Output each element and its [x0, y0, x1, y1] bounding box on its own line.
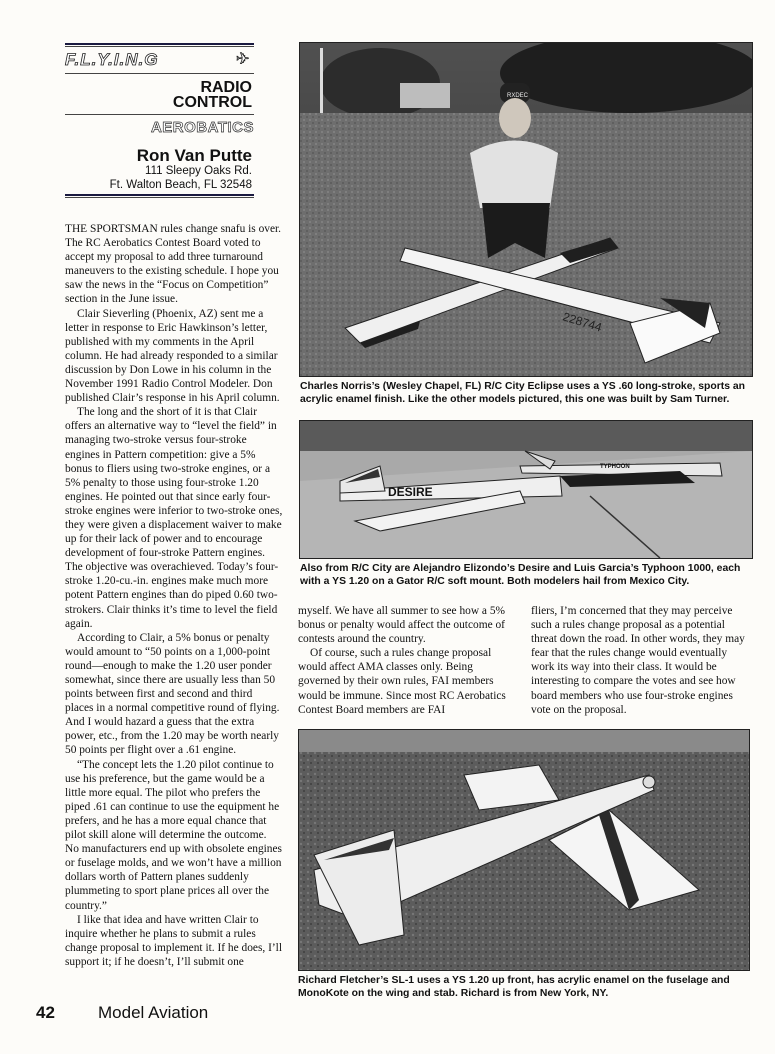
plane-registration: 228744	[561, 309, 604, 335]
paragraph: Clair Sieverling (Phoenix, AZ) sent me a letter in response to Eric Hawkinson’s letter, published with my comments in the April column. He had already responded to a similar discussion by Don Lowe in his column in the November 1991 Radio Control Modeler. Don published Clair’s response in his April column.	[65, 307, 280, 405]
author-address-1: 111 Sleepy Oaks Rd.	[145, 165, 252, 177]
paragraph: I like that idea and have written Clair to inquire whether he plans to submit a rules change proposal to implement it. If he does, I’ll support it; if he doesn’t, I’ll submit one	[65, 913, 282, 968]
author-name: Ron Van Putte	[136, 146, 252, 165]
paragraph: “The concept lets the 1.20 pilot continue to use his preference, but the game would be a little more equal. The pilot who prefers the piped .61 can continue to use the equipment he prefers, and he has a more equal chance that pilot skill alone will determine the outcome. No manufacturers end up with obsolete engines or fuselage molds, and we won’t have a million dollars worth of Pattern planes suddenly plummeting to sport plane prices all over the country.”	[65, 758, 282, 912]
paragraph: The long and the short of it is that Clair offers an alternative way to “level the field” in managing two-stroke versus four-stroke engines in Pattern competition: give a 5% bonus to fliers using two-stroke engines, or a 5% penalty to those using four-stroke 1.20 engines. He pointed out that since early four-stroke engines were inferior to two-stroke ones, they were given a displacement waiver to make up for their lack of power and to encourage development of four-stroke Pattern engines. The objective was overachieved. Today’s four-stroke 1.20-cu.-in. engines make much more potent Pattern engines than do piped 0.60 two-strokers. Clair thinks it’s time to level the field again.	[65, 406, 283, 630]
photo-sl1-image	[299, 730, 749, 970]
header-rule-top	[65, 43, 254, 45]
cap-logo: RXDEC	[507, 93, 529, 99]
photo-eclipse-image	[300, 43, 752, 376]
caption-sl1: Richard Fletcher’s SL-1 uses a YS 1.20 up front, has acrylic enamel on the fuselage and MonoKote on the wing and stab. Richard is from New York, NY.	[298, 975, 730, 999]
photo-desire-typhoon	[299, 420, 753, 559]
header-rule-mid	[65, 73, 254, 74]
paragraph: According to Clair, a 5% bonus or penalty would amount to “50 points on a 1,000-point round—enough to make the 1.20 user ponder somewhat, since there are usually less than 50 points between first and second and third places in a normal competitive round of flying. And I would hazard a guess that the extra power, etc., from the 1.20 may be worth nearly 50 points per flight over a .61 engine.	[65, 631, 280, 757]
photo-sl1	[298, 729, 750, 971]
header-rule-top-thin	[65, 46, 254, 47]
page-number: 42	[36, 1003, 55, 1022]
paragraph: myself. We have all summer to see how a 5% bonus or penalty would affect the outcome of contests around the country.	[298, 605, 506, 646]
airplane-icon: ✈	[236, 51, 250, 68]
plane-typhoon-label: TYPHOON	[600, 464, 630, 470]
photo-eclipse	[299, 42, 753, 377]
subtitle-aerobatics: AEROBATICS	[150, 119, 254, 136]
author-address-2: Ft. Walton Beach, FL 32548	[109, 179, 252, 191]
paragraph: Of course, such a rules change proposal would affect AMA classes only. Being governed by their own rules, FAI members would be immune. Since most RC Aerobatics Contest Board members are FAI	[298, 647, 506, 716]
header-rule-sub	[65, 114, 254, 115]
title-radio: RADIO	[200, 79, 252, 96]
section-logo: F.L.Y.I.N.G	[65, 50, 159, 69]
plane-desire-label: DESIRE	[388, 485, 433, 499]
article-column-2	[298, 604, 515, 717]
header-rule-bottom-thin	[65, 197, 254, 198]
paragraph: fliers, I’m concerned that they may perceive such a rules change proposal as a potential threat down the road. In other words, they may fear that the rules change would eventually work its way into their class. It would be interesting to compare the votes and see how board members who use four-stroke engines vote on the proposal.	[531, 605, 745, 716]
article-column-3	[531, 604, 751, 717]
photo-desire-typhoon-image	[300, 421, 752, 558]
article-column-1	[65, 222, 283, 969]
title-control: CONTROL	[172, 94, 252, 111]
caption-desire-typhoon: Also from R/C City are Alejandro Elizondo’s Desire and Luis Garcia’s Typhoon 1000, each with a YS 1.20 on a Gator R/C soft mount. Both modelers hail from Mexico City.	[300, 563, 741, 587]
paragraph: THE SPORTSMAN rules change snafu is over. The RC Aerobatics Contest Board voted to accept my proposal to add three turnaround maneuvers to the existing schedule. I hope you saw the news in the “Focus on Competition” section in the June issue.	[65, 223, 282, 306]
magazine-name: Model Aviation	[98, 1003, 209, 1022]
header-rule-bottom	[65, 194, 254, 196]
caption-eclipse: Charles Norris’s (Wesley Chapel, FL) R/C City Eclipse uses a YS .60 long-stroke, sports an acrylic enamel finish. Like the other models pictured, this one was built by Sam Turner.	[300, 381, 746, 405]
